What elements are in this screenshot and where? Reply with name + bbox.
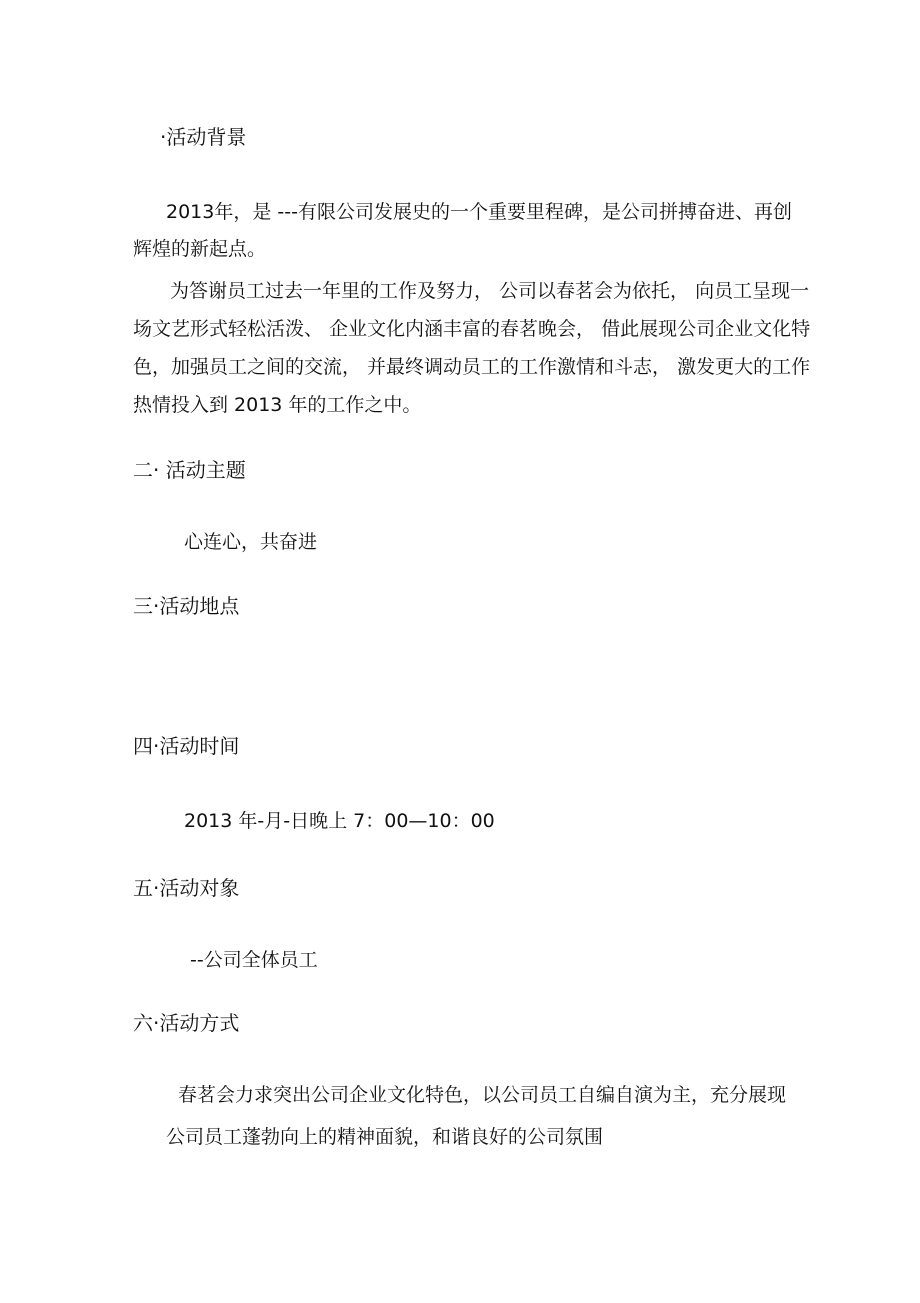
- section-heading-audience: 五·活动对象: [133, 876, 240, 900]
- paragraph-line: 场文艺形式轻松活泼、 企业文化内涵丰富的春茗晚会， 借此展现公司企业文化特: [133, 318, 811, 340]
- section-heading-time: 四·活动时间: [133, 734, 240, 758]
- paragraph-line: 为答谢员工过去一年里的工作及努力， 公司以春茗会为依托， 向员工呈现一: [170, 280, 810, 302]
- paragraph-line: 热情投入到 2013 年的工作之中。: [133, 394, 422, 416]
- paragraph-line: 色，加强员工之间的交流， 并最终调动员工的工作激情和斗志， 激发更大的工作: [133, 356, 811, 378]
- paragraph-line: 春茗会力求突出公司企业文化特色，以公司员工自编自演为主，充分展现: [178, 1084, 787, 1106]
- section-heading-format: 六·活动方式: [133, 1011, 240, 1035]
- section-heading-location: 三·活动地点: [133, 594, 240, 618]
- section-heading-background: ·活动背景: [160, 125, 247, 149]
- paragraph-line: 公司员工蓬勃向上的精神面貌，和谐良好的公司氛围: [166, 1126, 604, 1148]
- paragraph-line: 2013年，是 ---有限公司发展史的一个重要里程碑，是公司拼搏奋进、再创: [166, 201, 792, 223]
- paragraph-line: 辉煌的新起点。: [133, 238, 267, 260]
- section-heading-theme: 二· 活动主题: [133, 458, 246, 482]
- section-content-audience: --公司全体员工: [190, 949, 318, 971]
- section-content-theme: 心连心，共奋进: [184, 531, 318, 553]
- section-content-time: 2013 年-月-日晚上 7：00—10：00: [184, 810, 495, 832]
